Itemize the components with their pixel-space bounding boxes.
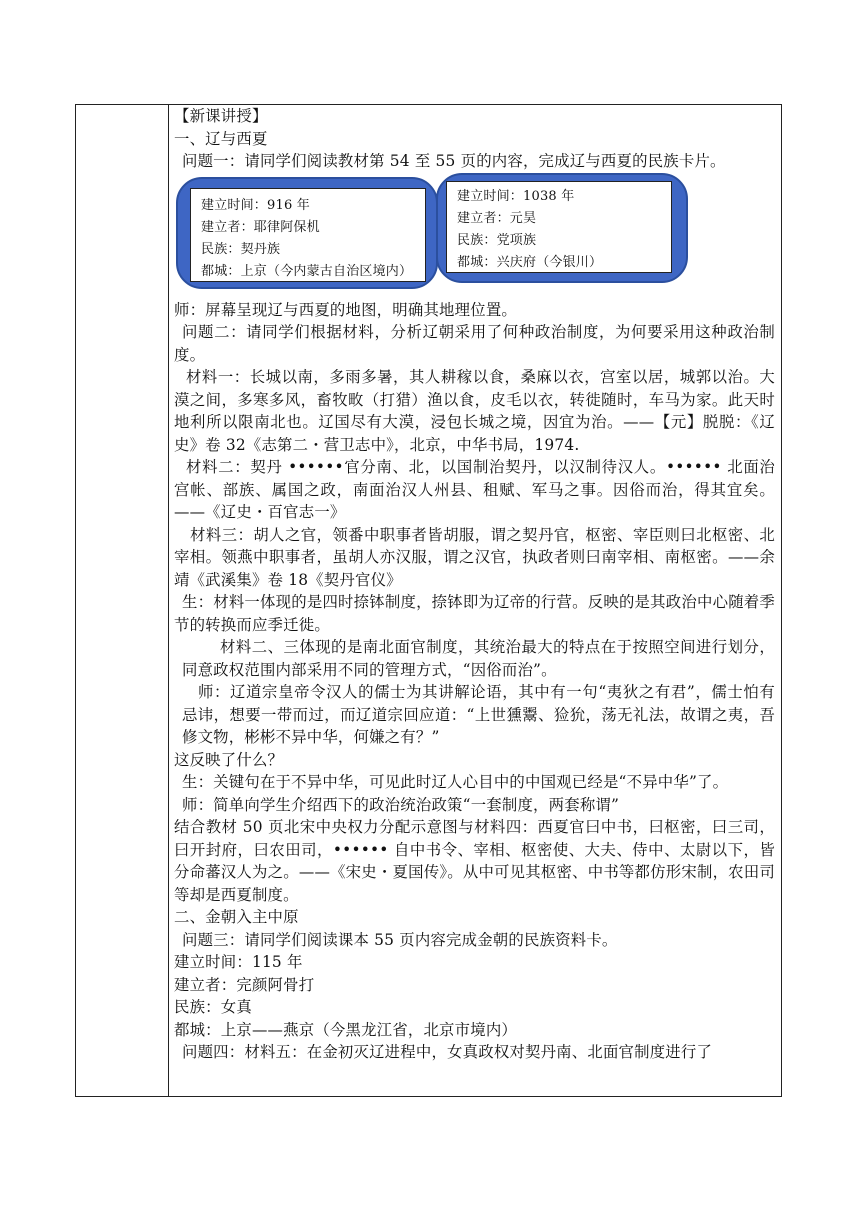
question-two: 问题二：请同学们根据材料，分析辽朝采用了何种政治制度，为何要采用这种政治制度。 [174,323,775,364]
student-answer-two: 生：关键句在于不异中华，可见此时辽人心目中的中国观已经是“不异中华”了。 [182,773,729,791]
teacher-map-note: 师：屏幕呈现辽与西夏的地图，明确其地理位置。 [174,300,517,319]
liao-capital: 都城：上京（今内蒙古自治区境内） [201,263,413,279]
student-answer-one: 生：材料一体现的是四时捺钵制度，捺钵即为辽帝的行营。反映的是其政治中心随着季节的转换而应季迁徙。 [174,593,775,634]
jin-capital: 都城：上京——燕京（今黑龙江省，北京市境内） [174,1020,517,1039]
question-four: 问题四：材料五：在金初灭辽进程中，女真政权对契丹南、北面官制度进行了 [182,1043,713,1061]
teacher-note-three: 师：简单向学生介绍西下的政治统治政策“一套制度，两套称谓” [182,795,620,814]
xixia-ethnic: 民族：党项族 [457,232,537,248]
liao-time: 建立时间：916 年 [201,197,310,213]
xixia-capital: 都城：兴庆府（今银川） [457,254,603,270]
column-divider [168,105,169,1096]
lesson-table [75,104,782,1097]
section-title-jin: 二、金朝入主中原 [174,908,299,926]
xixia-founder: 建立者：元昊 [457,210,537,226]
xixia-card [436,173,688,283]
question-one: 问题一：请同学们阅读教材第 54 至 55 页的内容，完成辽与西夏的民族卡片。 [182,152,726,170]
teacher-note-two: 师：辽道宗皇帝令汉人的儒士为其讲解论语，其中有一句“夷狄之有君”，儒士怕有忌讳，想要一带而过，而辽道宗回应道：“上世獯鬻、猃狁，荡无礼法，故谓之夷，吾修文物，彬彬不异中华，何嫌之有？” [182,683,775,746]
lesson-content [174,105,775,1064]
reflect-question: 这反映了什么？ [174,750,284,769]
jin-founder: 建立者：完颜阿骨打 [174,975,315,994]
jin-ethnic: 民族：女真 [174,998,252,1016]
material-two-three-analysis: 材料二、三体现的是南北面官制度，其统治最大的特点在于按照空间进行划分，同意政权范围内部采用不同的管理方式，“因俗而治”。 [182,638,775,679]
section-header: 【新课讲授】 [174,107,268,125]
material-two: 材料二：契丹 ••••••官分南、北，以国制治契丹，以汉制待汉人。•••••• 北面治宫帐、部族、属国之政，南面治汉人州县、租赋、军马之事。因俗而治，得其宜矣。——《辽史・百官志一》 [174,458,775,521]
xixia-time: 建立时间：1038 年 [457,188,575,204]
material-one: 材料一：长城以南，多雨多暑，其人耕稼以食，桑麻以衣，宫室以居，城郭以治。大漠之间，多寒多风，畜牧畋（打猎）渔以食，皮毛以衣，转徙随时，车马为家。此天时地利所以限南北也。辽国尽有大漠，浸包长城之境，因宜为治。——【元】脱脱：《辽史》卷 32《志第二・营卫志中》，北京，中华书局，1974. [174,368,775,454]
question-three: 问题三：请同学们阅读课本 55 页内容完成金朝的民族资料卡。 [182,930,618,949]
liao-founder: 建立者：耶律阿保机 [201,219,320,235]
combine-material-four: 结合教材 50 页北宋中央权力分配示意图与材料四：西夏官曰中书，曰枢密，曰三司，曰开封府，曰农田司，•••••• 自中书令、宰相、枢密使、大夫、侍中、太尉以下，皆分命蕃汉人为之。——《宋史・夏国传》。从中可见其枢密、中书等都仿形宋制，农田司等却是西夏制度。 [174,818,775,904]
liao-card [176,177,438,289]
material-three: 材料三：胡人之官，领番中职事者皆胡服，谓之契丹官，枢密、宰臣则曰北枢密、北宰相。领燕中职事者，虽胡人亦汉服，谓之汉官，执政者则曰南宰相、南枢密。——余靖《武溪集》卷 18《契丹官仪》 [174,525,775,589]
ethnic-cards [174,173,775,299]
section-title-liao-xixia: 一、辽与西夏 [174,129,268,148]
liao-ethnic: 民族：契丹族 [201,241,281,257]
jin-time: 建立时间：115 年 [174,953,303,971]
